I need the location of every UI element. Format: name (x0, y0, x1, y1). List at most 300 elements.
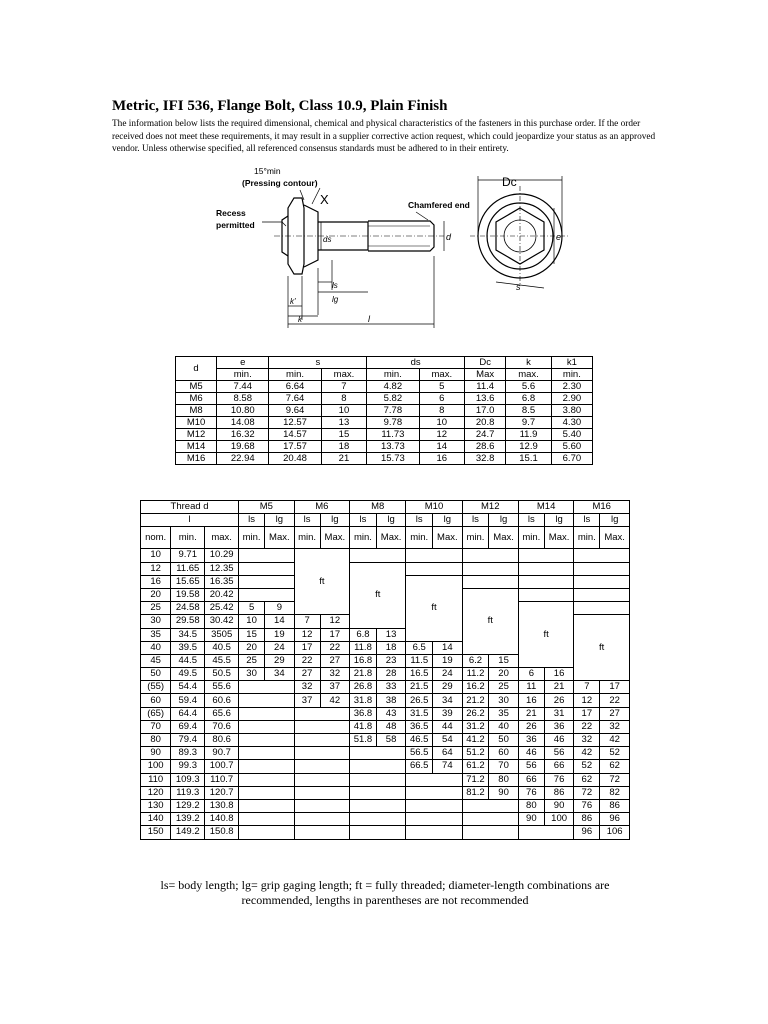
table-row (176, 429, 593, 441)
subheader-cell: min. (217, 369, 269, 381)
blank-cell (239, 760, 295, 773)
table-row (141, 720, 630, 733)
ls-cell: 25 (239, 654, 265, 667)
length-cell: 150.8 (205, 826, 239, 839)
lg-header: lg (320, 514, 350, 527)
blank-cell (239, 588, 295, 601)
blank-cell (574, 575, 630, 588)
blank-cell (350, 799, 406, 812)
ls-cell: 76 (518, 786, 544, 799)
table-cell: 5.6 (506, 381, 552, 393)
ls-cell: 5 (239, 602, 265, 615)
length-cell: 65.6 (205, 707, 239, 720)
table-cell: 16.32 (217, 429, 269, 441)
lg-cell: 60 (489, 747, 519, 760)
lg-cell: 82 (600, 786, 630, 799)
ls-cell: 17 (294, 641, 320, 654)
table-cell: 12.9 (506, 441, 552, 453)
l-header: l (141, 514, 239, 527)
blank-cell (406, 786, 462, 799)
ls-header: ls (518, 514, 544, 527)
d-label: d (446, 232, 452, 242)
table-row (176, 441, 593, 453)
length-cell: 130 (141, 799, 171, 812)
table-cell: 24.7 (465, 429, 506, 441)
ls-cell: 15 (239, 628, 265, 641)
length-cell: 29.58 (171, 615, 205, 628)
ls-cell: 26 (518, 720, 544, 733)
length-cell: 35 (141, 628, 171, 641)
subheader-cell: Max. (489, 527, 519, 549)
lg-cell: 27 (600, 707, 630, 720)
lg-cell: 58 (376, 734, 406, 747)
ls-cell: 7 (294, 615, 320, 628)
length-cell: 80.6 (205, 734, 239, 747)
lg-cell: 37 (320, 681, 350, 694)
l-label: l (368, 314, 370, 324)
length-cell: 25.42 (205, 602, 239, 615)
ls-cell: 56 (518, 760, 544, 773)
lg-cell: 26 (544, 694, 574, 707)
ls-cell: 56.5 (406, 747, 433, 760)
blank-cell (406, 813, 462, 826)
lg-cell: 52 (600, 747, 630, 760)
blank-cell (239, 681, 295, 694)
table-cell: M16 (176, 453, 217, 465)
blank-cell (294, 707, 350, 720)
table-row (176, 453, 593, 465)
ls-cell: 96 (574, 826, 600, 839)
length-cell: 130.8 (205, 799, 239, 812)
size-header: M12 (462, 501, 518, 514)
dc-label: Dc (502, 175, 517, 189)
lg-cell: 86 (544, 786, 574, 799)
ls-header: ls (406, 514, 433, 527)
ls-cell: 36.5 (406, 720, 433, 733)
lg-header: lg (433, 514, 463, 527)
ls-cell: 21.5 (406, 681, 433, 694)
lg-cell: 66 (544, 760, 574, 773)
blank-cell (406, 562, 462, 575)
length-cell: 15.65 (171, 575, 205, 588)
blank-cell (239, 799, 295, 812)
ls-cell: 27 (294, 668, 320, 681)
ls-cell: 16.2 (462, 681, 489, 694)
ls-cell: 16.8 (350, 654, 377, 667)
ls-cell: 31.2 (462, 720, 489, 733)
ls-header: ls (350, 514, 377, 527)
lg-cell: 16 (544, 668, 574, 681)
length-cell: 109.3 (171, 773, 205, 786)
dimensions-table (175, 356, 593, 465)
lg-cell: 14 (265, 615, 295, 628)
ls-cell: 42 (574, 747, 600, 760)
lg-cell: 24 (433, 668, 463, 681)
thread-label: Thread d (141, 501, 239, 514)
ls-cell: 86 (574, 813, 600, 826)
page-title: Metric, IFI 536, Flange Bolt, Class 10.9, Plain Finish (112, 98, 448, 114)
table-row (141, 773, 630, 786)
blank-cell (239, 707, 295, 720)
length-cell: 49.5 (171, 668, 205, 681)
ls-cell: 32 (294, 681, 320, 694)
ls-cell: 16 (518, 694, 544, 707)
e-label: e (556, 232, 562, 242)
table-cell: 7 (321, 381, 367, 393)
table-cell: 5.82 (367, 393, 419, 405)
blank-cell (294, 747, 350, 760)
subheader-cell: Max. (544, 527, 574, 549)
lg-label: lg (332, 295, 339, 304)
blank-cell (518, 575, 574, 588)
blank-cell (239, 786, 295, 799)
lg-cell: 28 (376, 668, 406, 681)
length-cell: 64.4 (171, 707, 205, 720)
length-cell: 149.2 (171, 826, 205, 839)
lg-cell: 27 (320, 654, 350, 667)
lg-cell: 34 (265, 668, 295, 681)
blank-cell (350, 813, 406, 826)
lg-cell: 43 (376, 707, 406, 720)
blank-cell (294, 734, 350, 747)
subheader-cell: max. (205, 527, 239, 549)
blank-cell (462, 575, 518, 588)
table-cell: 20.48 (269, 453, 321, 465)
length-cell: (65) (141, 707, 171, 720)
length-cell: 60 (141, 694, 171, 707)
blank-cell (239, 734, 295, 747)
length-cell: 45.5 (205, 654, 239, 667)
length-cell: 44.5 (171, 654, 205, 667)
length-cell: 20.42 (205, 588, 239, 601)
subheader-cell: Max. (600, 527, 630, 549)
subheader-cell: max. (506, 369, 552, 381)
table-cell: 4.30 (551, 417, 592, 429)
size-header: M6 (294, 501, 350, 514)
lg-cell: 42 (320, 694, 350, 707)
lg-cell: 38 (376, 694, 406, 707)
table-cell: 8 (321, 393, 367, 405)
table-row (141, 549, 630, 562)
table-cell: 8.58 (217, 393, 269, 405)
lg-cell: 80 (489, 773, 519, 786)
table-cell: 10 (321, 405, 367, 417)
subheader-cell: max. (419, 369, 465, 381)
ls-cell: 32 (574, 734, 600, 747)
lg-cell: 36 (544, 720, 574, 733)
table-cell: 5.40 (551, 429, 592, 441)
table-cell: 11.4 (465, 381, 506, 393)
subheader-cell: min. (518, 527, 544, 549)
blank-cell (239, 575, 295, 588)
table-cell: 9.64 (269, 405, 321, 417)
table-cell: 9.78 (367, 417, 419, 429)
ls-cell: 17 (574, 707, 600, 720)
pressing-contour-label: (Pressing contour) (242, 178, 318, 188)
ls-cell: 41.2 (462, 734, 489, 747)
blank-cell (406, 549, 462, 562)
flange-bolt-drawing (208, 160, 578, 330)
ls-header: ls (294, 514, 320, 527)
lg-cell: 29 (265, 654, 295, 667)
table-cell: 12 (419, 429, 465, 441)
ls-cell: 26.5 (406, 694, 433, 707)
length-cell: 90 (141, 747, 171, 760)
length-cell: 12.35 (205, 562, 239, 575)
table-cell: 10 (419, 417, 465, 429)
table-cell: 21 (321, 453, 367, 465)
length-cell: 30.42 (205, 615, 239, 628)
table-cell: 19.68 (217, 441, 269, 453)
blank-cell (294, 773, 350, 786)
length-cell: 10 (141, 549, 171, 562)
ls-header: ls (462, 514, 489, 527)
lg-header: lg (600, 514, 630, 527)
k-label: k (298, 315, 302, 324)
length-cell: 90.7 (205, 747, 239, 760)
blank-cell (239, 826, 295, 839)
blank-cell (294, 786, 350, 799)
lg-cell: 17 (320, 628, 350, 641)
ls-cell: 6.8 (350, 628, 377, 641)
lg-cell: 48 (376, 720, 406, 733)
lg-cell: 22 (320, 641, 350, 654)
lg-cell: 18 (376, 641, 406, 654)
blank-cell (462, 549, 518, 562)
blank-cell (294, 720, 350, 733)
lg-cell: 90 (544, 799, 574, 812)
lg-cell: 32 (320, 668, 350, 681)
table-cell: 14.57 (269, 429, 321, 441)
table-cell: 11.73 (367, 429, 419, 441)
blank-cell (518, 562, 574, 575)
fully-threaded-cell: ft (406, 575, 462, 641)
size-header: M5 (239, 501, 295, 514)
table-cell: 2.30 (551, 381, 592, 393)
table-row (141, 562, 630, 575)
length-cell: 11.65 (171, 562, 205, 575)
table-cell: M8 (176, 405, 217, 417)
length-cell: 40.5 (205, 641, 239, 654)
table-row (141, 734, 630, 747)
ls-cell: 6 (518, 668, 544, 681)
table-cell: 6.8 (506, 393, 552, 405)
table-cell: 32.8 (465, 453, 506, 465)
table-cell: 8.5 (506, 405, 552, 417)
blank-cell (462, 826, 518, 839)
length-cell: 10.29 (205, 549, 239, 562)
length-cell: 50.5 (205, 668, 239, 681)
table-cell: 2.90 (551, 393, 592, 405)
length-cell: 3505 (205, 628, 239, 641)
table-cell: 18 (321, 441, 367, 453)
table-cell: 15 (321, 429, 367, 441)
table-cell: 28.6 (465, 441, 506, 453)
subheader-cell: min. (294, 527, 320, 549)
subheader-cell: nom. (141, 527, 171, 549)
subheader-cell: Max (465, 369, 506, 381)
table-row (141, 668, 630, 681)
ls-cell: 66 (518, 773, 544, 786)
ls-cell: 72 (574, 786, 600, 799)
ls-cell: 36.8 (350, 707, 377, 720)
blank-cell (462, 562, 518, 575)
lg-cell: 54 (433, 734, 463, 747)
pressing-min-label: 15°min (254, 166, 281, 176)
table-cell: 7.64 (269, 393, 321, 405)
table-cell: M5 (176, 381, 217, 393)
size-header: M10 (406, 501, 462, 514)
ls-cell: 10 (239, 615, 265, 628)
lg-cell: 13 (376, 628, 406, 641)
ls-cell: 20 (239, 641, 265, 654)
ls-cell: 90 (518, 813, 544, 826)
ls-cell: 46.5 (406, 734, 433, 747)
fully-threaded-cell: ft (350, 562, 406, 628)
col-dc: Dc (465, 357, 506, 369)
table-row (141, 786, 630, 799)
table-cell: 6.70 (551, 453, 592, 465)
blank-cell (574, 588, 630, 601)
subheader-cell: min. (171, 527, 205, 549)
lg-cell: 15 (489, 654, 519, 667)
length-cell: 30 (141, 615, 171, 628)
length-cell: 70 (141, 720, 171, 733)
lg-header: lg (265, 514, 295, 527)
ls-cell: 16.5 (406, 668, 433, 681)
length-cell: 24.58 (171, 602, 205, 615)
lg-cell: 42 (600, 734, 630, 747)
length-cell: 16.35 (205, 575, 239, 588)
ds-label: ds (323, 235, 332, 244)
table-row (176, 405, 593, 417)
fully-threaded-cell: ft (518, 602, 574, 668)
table-cell: 15.73 (367, 453, 419, 465)
table-row (141, 799, 630, 812)
fully-threaded-cell: ft (294, 549, 350, 615)
blank-cell (239, 813, 295, 826)
ls-cell: 11.5 (406, 654, 433, 667)
blank-cell (239, 549, 295, 562)
length-cell: 39.5 (171, 641, 205, 654)
size-header: M14 (518, 501, 574, 514)
ls-cell: 41.8 (350, 720, 377, 733)
length-cell: 40 (141, 641, 171, 654)
col-k1: k1 (551, 357, 592, 369)
table-cell: 14 (419, 441, 465, 453)
length-cell: 79.4 (171, 734, 205, 747)
lg-cell: 17 (600, 681, 630, 694)
col-d: d (176, 357, 217, 381)
table-cell: 5 (419, 381, 465, 393)
length-cell: 9.71 (171, 549, 205, 562)
intro-paragraph: The information below lists the required dimensional, chemical and physical characteristics of the fasteners in this purchase order. If the order received does not meet these requirements, it may result in a supplier corrective action request, which could jeopardize your status as an approved vendor. Unless otherwise specified, all referenced consensus standards must be adhered to in their entirety. (112, 119, 656, 154)
table-cell: 17.57 (269, 441, 321, 453)
subheader-cell: Max. (265, 527, 295, 549)
table-cell: 4.82 (367, 381, 419, 393)
lg-cell: 9 (265, 602, 295, 615)
lg-cell: 19 (265, 628, 295, 641)
table-cell: 13.73 (367, 441, 419, 453)
ls-cell: 22 (574, 720, 600, 733)
blank-cell (239, 747, 295, 760)
subheader-cell: min. (350, 527, 377, 549)
blank-cell (406, 799, 462, 812)
ls-cell: 21.2 (462, 694, 489, 707)
ls-cell: 11.8 (350, 641, 377, 654)
blank-cell (239, 694, 295, 707)
blank-cell (294, 813, 350, 826)
table-cell: 14.08 (217, 417, 269, 429)
length-cell: 45 (141, 654, 171, 667)
length-cell: (55) (141, 681, 171, 694)
ls-header: ls (574, 514, 600, 527)
lg-cell: 96 (600, 813, 630, 826)
lg-cell: 90 (489, 786, 519, 799)
blank-cell (350, 773, 406, 786)
length-cell: 60.6 (205, 694, 239, 707)
table-cell: 12.57 (269, 417, 321, 429)
length-cell: 100 (141, 760, 171, 773)
subheader-cell: min. (406, 527, 433, 549)
length-cell: 19.58 (171, 588, 205, 601)
ls-cell: 21 (518, 707, 544, 720)
length-cell: 55.6 (205, 681, 239, 694)
ls-cell: 71.2 (462, 773, 489, 786)
lg-cell: 19 (433, 654, 463, 667)
ls-cell: 66.5 (406, 760, 433, 773)
subheader-cell: min. (269, 369, 321, 381)
lg-cell: 25 (489, 681, 519, 694)
lg-cell: 35 (489, 707, 519, 720)
table-cell: 8 (419, 405, 465, 417)
ls-cell: 21.8 (350, 668, 377, 681)
lg-cell: 106 (600, 826, 630, 839)
length-cell: 120.7 (205, 786, 239, 799)
lg-cell: 31 (544, 707, 574, 720)
blank-cell (406, 826, 462, 839)
length-cell: 99.3 (171, 760, 205, 773)
col-ds: ds (367, 357, 465, 369)
table-row (141, 813, 630, 826)
ls-cell: 31.8 (350, 694, 377, 707)
lg-cell: 20 (489, 668, 519, 681)
length-cell: 25 (141, 602, 171, 615)
col-s: s (269, 357, 367, 369)
blank-cell (350, 747, 406, 760)
lg-cell: 40 (489, 720, 519, 733)
length-cell: 100.7 (205, 760, 239, 773)
lg-cell: 72 (600, 773, 630, 786)
lengths-table (140, 500, 630, 840)
length-cell: 110 (141, 773, 171, 786)
blank-cell (518, 826, 574, 839)
lg-cell: 62 (600, 760, 630, 773)
x-mark-label: X (320, 192, 329, 207)
lg-header: lg (376, 514, 406, 527)
subheader-cell: Max. (320, 527, 350, 549)
lg-cell: 64 (433, 747, 463, 760)
lg-cell: 32 (600, 720, 630, 733)
s-label: s (516, 282, 521, 292)
blank-cell (518, 588, 574, 601)
blank-cell (294, 826, 350, 839)
ls-cell: 51.2 (462, 747, 489, 760)
table-row (176, 417, 593, 429)
table-row (141, 747, 630, 760)
table-cell: 6 (419, 393, 465, 405)
ls-cell: 11.2 (462, 668, 489, 681)
